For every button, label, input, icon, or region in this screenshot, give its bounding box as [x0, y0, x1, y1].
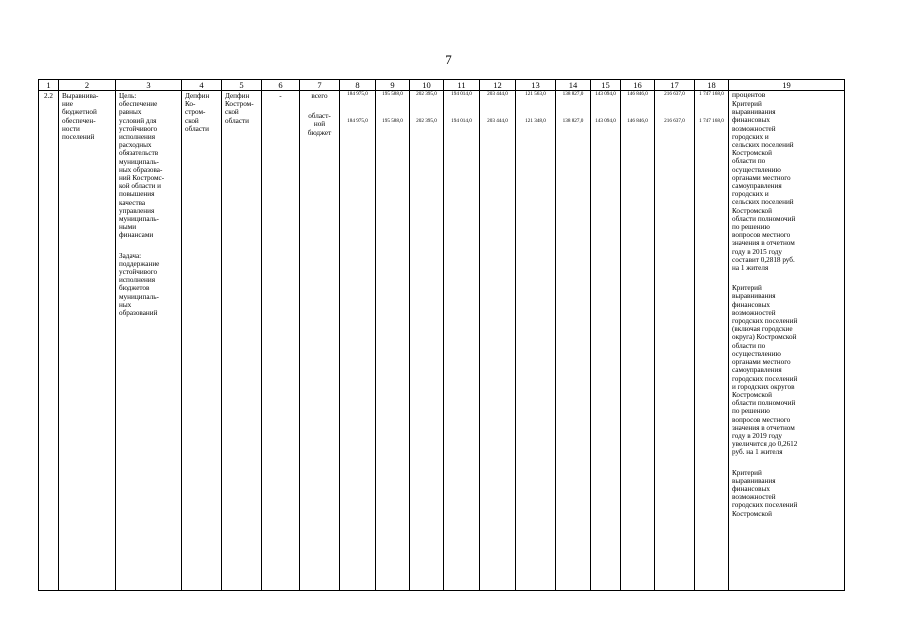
text-line: муниципаль- — [119, 215, 159, 224]
text-line: Костромской — [732, 509, 772, 518]
amount-value: 203 444,0 — [487, 118, 508, 124]
text-line: бюджетной — [62, 108, 97, 117]
column-number-row — [39, 80, 845, 91]
text-line: (включая городские — [732, 325, 793, 334]
text-line: вопросов местного — [732, 415, 791, 424]
text-line: увеличится до 0,2612 — [732, 440, 798, 449]
text-line: ных образова- — [119, 165, 163, 174]
text-line: самоуправления — [732, 366, 782, 375]
text-line: устойчивого — [119, 268, 158, 277]
text-line: вопросов местного — [732, 231, 791, 240]
text-line: обеспечение — [119, 100, 158, 109]
amount-total-cell — [695, 91, 729, 591]
text-line: кой области и — [119, 182, 162, 191]
page-number: 7 — [445, 52, 452, 67]
amount-cell — [516, 91, 556, 591]
text-line: области полномочий — [732, 399, 796, 408]
column-number-17: 17 — [655, 80, 695, 91]
executor — [182, 91, 222, 591]
column-number-12: 12 — [480, 80, 516, 91]
text-line: городских и — [732, 132, 769, 141]
text-line: област- — [308, 112, 331, 121]
column-number-15: 15 — [591, 80, 621, 91]
text-line: ской — [185, 116, 199, 125]
amount-value: 195 588,0 — [382, 91, 403, 97]
text-line: области полномочий — [732, 214, 796, 223]
text-line: городских поселений — [732, 317, 798, 326]
text-line: ными — [119, 223, 137, 232]
text-line: устойчивого — [119, 124, 158, 133]
amount-value: 146 846,0 — [627, 91, 648, 97]
text-line: году в 2019 году — [732, 431, 782, 440]
text-line: ной — [313, 120, 326, 129]
column-number-18: 18 — [695, 80, 729, 91]
column-number-6: 6 — [262, 80, 300, 91]
text-line: самоуправления — [732, 182, 782, 191]
amount-value: 195 588,0 — [382, 118, 403, 124]
text-line: условий для — [119, 116, 157, 125]
text-line: управления — [119, 206, 155, 215]
text-line: Критерий — [732, 100, 762, 108]
text-line: возможностей — [732, 124, 776, 133]
text-line: Костромской — [732, 206, 772, 215]
text-line: возможностей — [732, 308, 776, 317]
column-number-13: 13 — [516, 80, 556, 91]
text-line: сельских поселений — [732, 141, 794, 150]
text-line: образований — [119, 309, 158, 318]
amount-value: 202 395,0 — [416, 91, 437, 97]
text-line: по решению — [732, 223, 770, 232]
text-line: Задача: — [119, 251, 142, 260]
text-line: области по — [732, 157, 766, 166]
column-number-5: 5 — [222, 80, 262, 91]
text-line: ской — [225, 108, 239, 117]
text-line: году в 2015 году — [732, 247, 782, 256]
text-line: финансовых — [732, 116, 770, 125]
column-number-4: 4 — [182, 80, 222, 91]
text-line: на 1 жителя — [732, 264, 769, 273]
text-line: муниципаль- — [119, 292, 159, 301]
text-line: городских поселений — [732, 501, 798, 510]
goal-text — [119, 92, 178, 240]
text-line: Выравнива- — [62, 92, 99, 100]
criterion-1 — [732, 100, 841, 272]
text-line: финансовых — [732, 300, 770, 309]
amount-cell — [340, 91, 376, 591]
amount-value: 1 747 168,0 — [699, 91, 724, 97]
text-line: руб. на 1 жителя — [732, 448, 783, 457]
text-line: Депфин — [225, 92, 250, 100]
text-line: выравнивания — [732, 476, 776, 485]
criteria-cell — [729, 91, 845, 591]
col19-top-text: процентов — [732, 90, 766, 99]
amount-value: 138 827,0 — [562, 118, 584, 124]
text-line: бюджет — [307, 128, 332, 137]
text-line: городских поселений — [732, 374, 798, 383]
amount-cell — [621, 91, 655, 591]
text-line: Критерий — [732, 284, 762, 293]
text-line: поселений — [62, 133, 95, 142]
amount-value: 202 395,0 — [416, 118, 437, 124]
column-number-16: 16 — [621, 80, 655, 91]
text-line: Критерий — [732, 468, 762, 477]
text-line: и городских округов — [732, 382, 795, 391]
text-line: значения в отчетном — [732, 239, 795, 248]
text-line: значения в отчетном — [732, 423, 795, 432]
column-number-3: 3 — [116, 80, 182, 91]
column-number-10: 10 — [410, 80, 444, 91]
text-line: исполнения — [119, 133, 156, 142]
text-line: Костром- — [225, 100, 254, 109]
text-line: органами местного — [732, 358, 791, 367]
text-line: округа) Костромской — [732, 333, 797, 342]
criterion-2 — [732, 284, 841, 456]
source-regional — [303, 112, 336, 137]
text-line: муниципаль- — [119, 157, 159, 166]
text-line: выравнивания — [732, 108, 776, 117]
amount-value: 121 563,0 — [525, 91, 546, 97]
text-line: осуществлению — [732, 165, 781, 174]
amount-value: 143 094,0 — [595, 91, 616, 97]
amount-value: 184 975,0 — [347, 118, 368, 124]
col6-value: - — [262, 91, 300, 591]
amount-value: 184 975,0 — [347, 91, 368, 97]
text-line: обязательств — [119, 149, 159, 158]
funding-source — [300, 91, 340, 591]
amount-value: 138 827,0 — [562, 91, 584, 97]
program-table — [38, 79, 845, 591]
amount-value: 194 014,0 — [451, 118, 472, 124]
text-line: стром- — [185, 108, 206, 117]
text-line: выравнивания — [732, 292, 776, 301]
text-line: возможностей — [732, 493, 776, 502]
text-line: поддержание — [119, 259, 160, 268]
amount-cell — [480, 91, 516, 591]
text-line: Депфин — [185, 92, 210, 100]
criterion-3 — [732, 469, 841, 518]
amount-cell — [655, 91, 695, 591]
text-line: повышения — [119, 190, 155, 199]
text-line: ных — [119, 300, 132, 309]
amount-cell — [591, 91, 621, 591]
text-line: Цель: — [119, 92, 137, 100]
text-line: Костромской — [732, 149, 772, 158]
column-number-14: 14 — [556, 80, 591, 91]
amount-value: 121 348,0 — [525, 118, 546, 124]
text-line: области по — [732, 341, 766, 350]
table-row — [39, 91, 845, 591]
amount-cell — [556, 91, 591, 591]
coexecutor — [222, 91, 262, 591]
text-line: городских и — [732, 190, 769, 199]
column-number-1: 1 — [39, 80, 59, 91]
amount-value: 143 094,0 — [595, 118, 616, 124]
amount-value: 146 846,0 — [627, 118, 648, 124]
column-number-19: 19 — [729, 80, 845, 91]
text-line: Ко- — [185, 100, 196, 109]
text-line: расходных — [119, 141, 152, 150]
amount-value: 216 637,0 — [664, 91, 685, 97]
amount-value: 216 637,0 — [664, 118, 685, 124]
column-number-11: 11 — [444, 80, 480, 91]
column-number-8: 8 — [340, 80, 376, 91]
text-line: составит 0,2818 руб. — [732, 255, 795, 264]
column-number-9: 9 — [376, 80, 410, 91]
amount-value: 203 444,0 — [487, 91, 508, 97]
text-line: органами местного — [732, 173, 791, 182]
text-line: ние — [62, 100, 73, 109]
text-line: Костромской — [732, 390, 772, 399]
text-line: ний Костромс- — [119, 174, 165, 183]
text-line: ности — [62, 124, 80, 133]
text-line: осуществлению — [732, 349, 781, 358]
text-line: обеспечен- — [62, 116, 96, 125]
text-line: области — [225, 116, 250, 125]
text-line: области — [185, 124, 210, 133]
text-line: финансовых — [732, 484, 770, 493]
text-line: по решению — [732, 407, 770, 416]
text-line: бюджетов — [119, 284, 150, 293]
column-number-2: 2 — [59, 80, 116, 91]
amount-value: 1 747 168,0 — [699, 118, 724, 124]
task-text — [119, 252, 178, 318]
text-line: финансами — [119, 231, 154, 240]
text-line: исполнения — [119, 276, 156, 285]
goal-and-task — [116, 91, 182, 591]
text-line: качества — [119, 198, 146, 207]
column-number-7: 7 — [300, 80, 340, 91]
measure-name — [59, 91, 116, 591]
amount-value: 194 014,0 — [451, 91, 472, 97]
amount-cell — [410, 91, 444, 591]
amount-cell — [444, 91, 480, 591]
source-total: всего — [311, 92, 328, 100]
text-line: сельских поселений — [732, 198, 794, 207]
amount-cell — [376, 91, 410, 591]
text-line: равных — [119, 108, 142, 117]
row-number: 2.2 — [39, 91, 59, 591]
